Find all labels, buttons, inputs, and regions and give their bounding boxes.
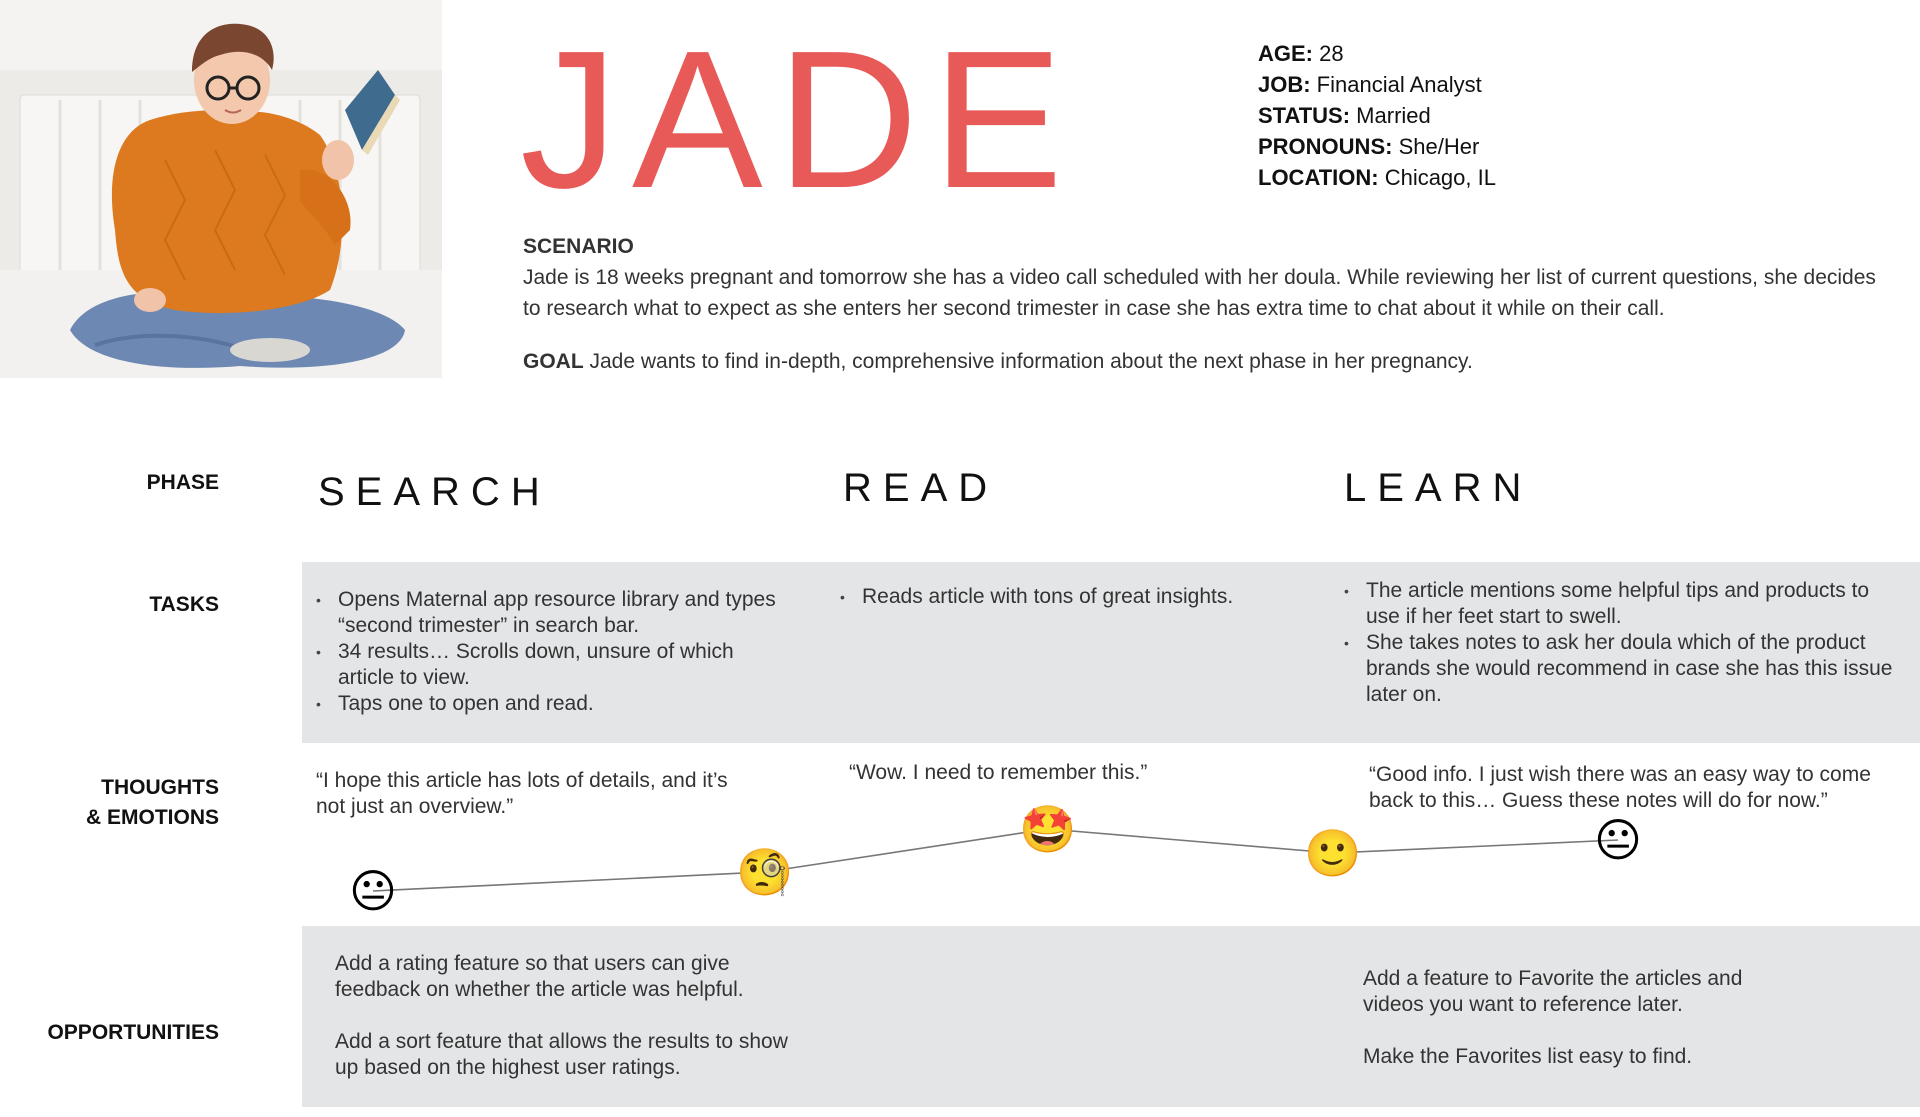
- persona-name: JADE: [520, 10, 1078, 229]
- tasks-search: [316, 587, 776, 717]
- phase-title-learn: LEARN: [1344, 466, 1533, 510]
- opportunities-learn: [1363, 966, 1793, 1070]
- row-label-tasks: TASKS: [149, 593, 219, 616]
- list-item: Add a rating feature so that users can give feedback on whether the article was helpful.: [335, 952, 744, 1001]
- tasks-learn: [1344, 578, 1904, 708]
- goal-section: [523, 346, 1883, 377]
- neutral-face-icon: 😐: [1594, 813, 1642, 867]
- fact-pronouns: PRONOUNS: She/Her: [1258, 134, 1480, 159]
- goal-text: Jade wants to find in-depth, comprehensive information about the next phase in her pregnancy.: [583, 350, 1473, 373]
- phase-title-search: SEARCH: [318, 470, 551, 514]
- persona-facts: [1258, 38, 1496, 193]
- persona-photo: [0, 0, 442, 378]
- scenario-heading: SCENARIO: [523, 235, 634, 258]
- neutral-face-icon: 😐: [349, 864, 397, 918]
- row-label-opportunities: OPPORTUNITIES: [47, 1021, 219, 1044]
- monocle-face-icon: 🧐: [736, 845, 794, 899]
- list-item: Add a sort feature that allows the results to show up based on the highest user ratings.: [335, 1030, 788, 1079]
- list-item: Make the Favorites list easy to find.: [1363, 1045, 1693, 1068]
- thought-learn: “Good info. I just wish there was an easy way to come back to this… Guess these notes will do for now.”: [1369, 763, 1871, 812]
- row-label-phase: PHASE: [146, 471, 219, 494]
- list-item: • The article mentions some helpful tips and products to use if her feet start to swell.: [1344, 578, 1904, 630]
- thought-read: “Wow. I need to remember this.”: [849, 761, 1148, 784]
- scenario-section: [523, 231, 1883, 324]
- star-struck-face-icon: 🤩: [1019, 802, 1077, 856]
- fact-location: LOCATION: Chicago, IL: [1258, 165, 1496, 190]
- persona-photo-illustration: [0, 0, 442, 378]
- list-item: • Reads article with tons of great insights.: [840, 584, 1300, 610]
- fact-age: AGE: 28: [1258, 41, 1344, 66]
- list-item: Add a feature to Favorite the articles and videos you want to reference later.: [1363, 967, 1743, 1016]
- phase-title-read: READ: [843, 466, 999, 510]
- thought-search: “I hope this article has lots of details, and it’s not just an overview.”: [316, 769, 728, 818]
- scenario-text: Jade is 18 weeks pregnant and tomorrow she has a video call scheduled with her doula. While reviewing her list of current questions, she decides to research what to expect as she enters her second trimester in case she has extra time to chat about it while on their call.: [523, 266, 1876, 320]
- list-item: • She takes notes to ask her doula which of the product brands she would recommend in case she has this issue later on.: [1344, 630, 1904, 708]
- slight-smile-face-icon: 🙂: [1304, 826, 1362, 880]
- tasks-read: [840, 584, 1300, 610]
- fact-status: STATUS: Married: [1258, 103, 1431, 128]
- list-item: • 34 results… Scrolls down, unsure of which article to view.: [316, 639, 776, 691]
- list-item: • Taps one to open and read.: [316, 691, 776, 717]
- opportunities-search: [335, 951, 805, 1081]
- row-label-thoughts: THOUGHTS & EMOTIONS: [85, 776, 219, 829]
- list-item: • Opens Maternal app resource library and types “second trimester” in search bar.: [316, 587, 776, 639]
- goal-heading: GOAL: [523, 350, 584, 373]
- emotion-curve-line: [373, 829, 1618, 891]
- fact-job: JOB: Financial Analyst: [1258, 72, 1482, 97]
